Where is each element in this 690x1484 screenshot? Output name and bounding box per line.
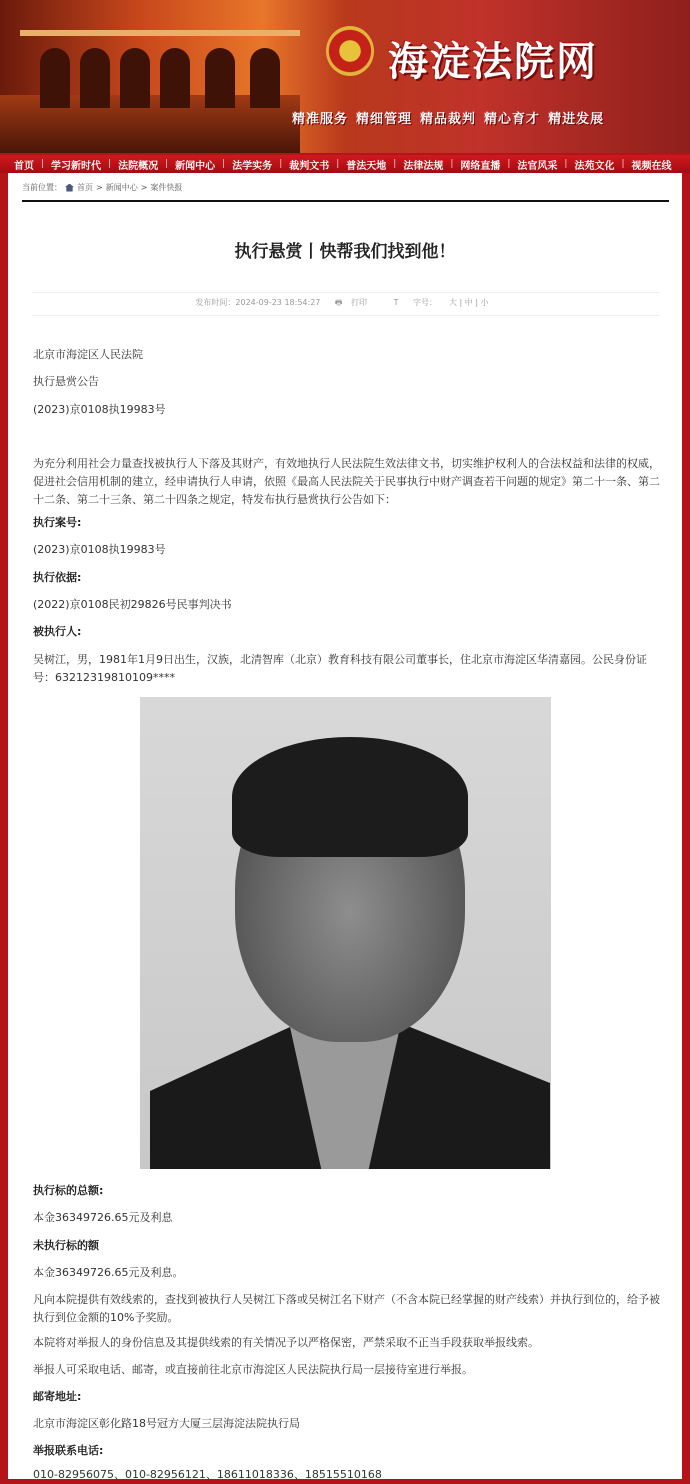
- total-amount: 本金36349726.65元及利息: [33, 1211, 173, 1224]
- nav-item[interactable]: 法院概况: [118, 160, 159, 172]
- slogan-item: 精准服务: [292, 112, 349, 127]
- divider: [22, 200, 669, 202]
- nav-separator: |: [41, 159, 45, 169]
- bridge-arch: [205, 48, 235, 108]
- font-size-options[interactable]: 大 | 中 | 小: [449, 298, 489, 307]
- nav-item[interactable]: 法苑文化: [574, 160, 615, 172]
- reward-paragraph: 凡向本院提供有效线索的，查找到被执行人吴树江下落或吴树江名下财产（不含本院已经掌握的财产线索）并执行到位的，给予被执行到位金额的10%予奖励。: [33, 1293, 660, 1324]
- font-icon: T: [393, 298, 402, 307]
- nav-separator: |: [165, 159, 169, 169]
- nav-separator: |: [279, 159, 283, 169]
- confidential-paragraph: 本院将对举报人的身份信息及其提供线索的有关情况予以严格保密，严禁采取不正当手段获取举报线索。: [33, 1336, 539, 1349]
- unpaid-label: 未执行标的额: [33, 1239, 99, 1252]
- photo-hair: [232, 737, 468, 857]
- publish-time: 发布时间：2024-09-23 18:54:27: [195, 298, 321, 307]
- nav-separator: |: [450, 159, 454, 169]
- nav-separator: |: [621, 159, 625, 169]
- bridge-arch: [40, 48, 70, 108]
- slogan: [292, 108, 612, 127]
- person-label: 被执行人:: [33, 625, 82, 638]
- phone-label: 举报联系电话:: [33, 1444, 104, 1457]
- mail-address: 北京市海淀区彰化路18号冠方大厦三层海淀法院执行局: [33, 1417, 300, 1430]
- breadcrumb-label: 当前位置：: [22, 183, 62, 192]
- print-label: 打印: [351, 298, 368, 307]
- font-size-label: 字号：: [413, 298, 438, 307]
- breadcrumb-sep: >: [96, 183, 103, 192]
- basis-label: 执行依据:: [33, 571, 82, 584]
- nav-item[interactable]: 学习新时代: [51, 160, 102, 172]
- nav-separator: |: [108, 159, 112, 169]
- nav-item[interactable]: 裁判文书: [289, 160, 330, 172]
- site-name[interactable]: 海淀法院网: [388, 39, 598, 85]
- person-info: 吴树江，男，1981年1月9日出生，汉族，北清智库（北京）教育科技有限公司董事长，住北京市海淀区华清嘉园。公民身份证号：632123198101​09****: [33, 653, 647, 684]
- bridge-arch: [160, 48, 190, 108]
- home-icon: [65, 184, 74, 192]
- divider: [32, 292, 660, 293]
- site-banner: [0, 0, 690, 153]
- main-nav: [0, 155, 690, 173]
- slogan-item: 精品裁判: [420, 112, 477, 127]
- bridge-arch: [80, 48, 110, 108]
- unpaid-amount: 本金36349726.65元及利息。: [33, 1266, 184, 1279]
- court-name: 北京市海淀区人民法院: [33, 348, 143, 361]
- notice-type: 执行悬赏公告: [33, 375, 99, 388]
- bridge-arch: [250, 48, 280, 108]
- nav-separator: |: [507, 159, 511, 169]
- how-to-report: 举报人可采取电话、邮寄，或直接前往北京市海淀区人民法院执行局一层接待室进行举报。: [33, 1363, 473, 1376]
- nav-item[interactable]: 法学实务: [232, 160, 273, 172]
- breadcrumb-news[interactable]: 新闻中心: [105, 183, 138, 192]
- mail-label: 邮寄地址:: [33, 1390, 82, 1403]
- national-emblem-icon: [326, 26, 374, 76]
- nav-item[interactable]: 普法天地: [346, 160, 387, 172]
- case-number-top: (2023)京0108执19983号: [33, 403, 166, 416]
- nav-separator: |: [222, 159, 226, 169]
- divider: [32, 315, 660, 316]
- total-label: 执行标的总额:: [33, 1184, 104, 1197]
- nav-separator: |: [393, 159, 397, 169]
- breadcrumb-home[interactable]: 首页: [77, 183, 93, 192]
- person-photo: [140, 697, 551, 1169]
- print-button[interactable]: 🖶 打印: [334, 298, 368, 307]
- nav-item[interactable]: 法律法规: [403, 160, 444, 172]
- nav-item[interactable]: 法官风采: [517, 160, 558, 172]
- basis: (2022)京0108民初29826号民事判决书: [33, 598, 232, 611]
- nav-item[interactable]: 视频在线: [631, 160, 672, 172]
- breadcrumb: [22, 182, 182, 193]
- nav-item[interactable]: 新闻中心: [175, 160, 216, 172]
- article-meta: [8, 297, 682, 311]
- intro-paragraph: 为充分利用社会力量查找被执行人下落及其财产，有效地执行人民法院生效法律文书，切实维护权利人的合法权益和法律的权威，促进社会信用机制的建立，经申请执行人申请，依照《最高人民法院关于民事执行中财产调查若干问题的规定》第二十一条、第二十二条、第二十三条、第二十四条之规定，特发布执行悬赏执行公告如下：: [33, 457, 660, 506]
- breadcrumb-cases[interactable]: 案件快报: [150, 183, 183, 192]
- case-number: (2023)京0108执19983号: [33, 543, 166, 556]
- slogan-item: 精心育才: [484, 112, 541, 127]
- nav-separator: |: [336, 159, 340, 169]
- phone-numbers: 010-82956075、010-82956121、18611018336、18515510168: [33, 1468, 382, 1481]
- breadcrumb-sep: >: [140, 183, 148, 192]
- content-page: [8, 173, 682, 1479]
- case-label: 执行案号:: [33, 516, 82, 529]
- nav-item[interactable]: 网络直播: [460, 160, 501, 172]
- bridge-arch: [120, 48, 150, 108]
- slogan-item: 精进发展: [548, 112, 605, 127]
- nav-item[interactable]: 首页: [14, 160, 34, 172]
- font-size-control[interactable]: [388, 298, 495, 307]
- article-title: 执行悬赏丨快帮我们找到他！: [234, 242, 456, 262]
- slogan-item: 精细管理: [356, 112, 413, 127]
- nav-separator: |: [564, 159, 568, 169]
